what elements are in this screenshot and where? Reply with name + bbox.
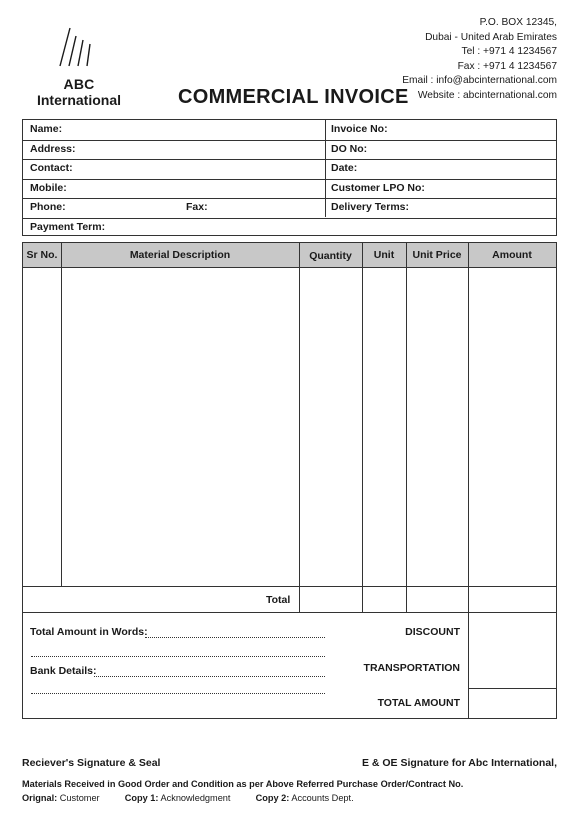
telephone: Tel : +971 4 1234567 bbox=[461, 46, 557, 58]
payment-term-field[interactable]: Payment Term: bbox=[30, 220, 106, 233]
fax-field[interactable]: Fax: bbox=[186, 201, 208, 213]
delivery-terms-field[interactable]: Delivery Terms: bbox=[331, 201, 410, 213]
address-field[interactable]: Address: bbox=[30, 142, 76, 155]
bank-details-line bbox=[94, 676, 325, 677]
receiver-signature-label: Reciever's Signature & Seal bbox=[22, 757, 161, 769]
website: Website : abcinternational.com bbox=[417, 89, 557, 101]
fax-number: Fax : +971 4 1234567 bbox=[457, 60, 557, 72]
invoice-no-field[interactable]: Invoice No: bbox=[331, 123, 388, 135]
col-quantity: Quantity bbox=[309, 250, 352, 262]
company-contact-block bbox=[402, 16, 557, 104]
col-material-description: Material Description bbox=[129, 249, 231, 261]
city-country: Dubai - United Arab Emirates bbox=[425, 31, 557, 43]
original-value: Customer bbox=[59, 793, 100, 803]
column-divider bbox=[362, 243, 363, 612]
items-table bbox=[22, 242, 557, 613]
total-amount-label: TOTAL AMOUNT bbox=[377, 697, 460, 709]
logo-name-line2: International bbox=[36, 92, 121, 108]
col-amount: Amount bbox=[492, 249, 532, 261]
info-row-address bbox=[23, 140, 556, 161]
total-label: Total bbox=[266, 594, 291, 606]
name-field[interactable]: Name: bbox=[30, 123, 63, 135]
customer-info-table bbox=[22, 119, 557, 236]
amount-in-words-field[interactable]: Total Amount in Words: bbox=[30, 626, 148, 638]
copy1-value: Acknowledgment bbox=[160, 793, 231, 803]
column-divider bbox=[468, 243, 469, 612]
contact-field[interactable]: Contact: bbox=[30, 162, 73, 174]
original-label: Orignal: bbox=[22, 793, 58, 803]
col-sr-no: Sr No. bbox=[26, 249, 58, 261]
column-divider bbox=[299, 243, 300, 612]
received-note: Materials Received in Good Order and Condition as per Above Referred Purchase Order/Contract No. bbox=[22, 779, 464, 789]
customer-lpo-field[interactable]: Customer LPO No: bbox=[331, 181, 425, 194]
column-divider bbox=[61, 243, 62, 586]
summary-divider bbox=[468, 612, 469, 718]
col-unit-price: Unit Price bbox=[412, 249, 462, 261]
discount-label: DISCOUNT bbox=[405, 626, 460, 638]
page-title: COMMERCIAL INVOICE bbox=[178, 86, 409, 108]
info-row-mobile bbox=[23, 179, 556, 200]
logo-stripes-icon bbox=[56, 26, 106, 70]
copy2-label: Copy 2: bbox=[255, 793, 290, 803]
column-divider bbox=[406, 243, 407, 612]
company-logo bbox=[34, 24, 134, 108]
eoe-signature-label: E & OE Signature for Abc International, bbox=[361, 757, 557, 769]
phone-field[interactable]: Phone: bbox=[30, 201, 66, 213]
col-unit: Unit bbox=[373, 249, 395, 261]
po-box: P.O. BOX 12345, bbox=[479, 17, 557, 28]
amount-in-words-line-2 bbox=[31, 656, 325, 657]
info-row-contact bbox=[23, 159, 556, 180]
copy-distribution bbox=[22, 793, 354, 803]
email: Email : info@abcinternational.com bbox=[402, 75, 557, 87]
do-no-field[interactable]: DO No: bbox=[331, 142, 368, 155]
bank-details-line-2 bbox=[31, 693, 325, 694]
copy1-label: Copy 1: bbox=[124, 793, 159, 803]
transportation-label: TRANSPORTATION bbox=[363, 662, 460, 674]
info-row-phone bbox=[23, 198, 556, 219]
info-row-name bbox=[23, 120, 556, 141]
amount-in-words-line bbox=[145, 637, 325, 638]
summary-total-line bbox=[468, 688, 556, 689]
copy2-value: Accounts Dept. bbox=[291, 793, 354, 803]
bank-details-field[interactable]: Bank Details: bbox=[30, 665, 97, 677]
total-row-line bbox=[23, 586, 556, 587]
items-table-header bbox=[23, 243, 556, 268]
mobile-field[interactable]: Mobile: bbox=[30, 181, 67, 194]
date-field[interactable]: Date: bbox=[331, 162, 358, 174]
summary-box bbox=[22, 612, 557, 719]
logo-name-line1: ABC bbox=[63, 76, 95, 92]
info-row-payment bbox=[23, 218, 556, 238]
